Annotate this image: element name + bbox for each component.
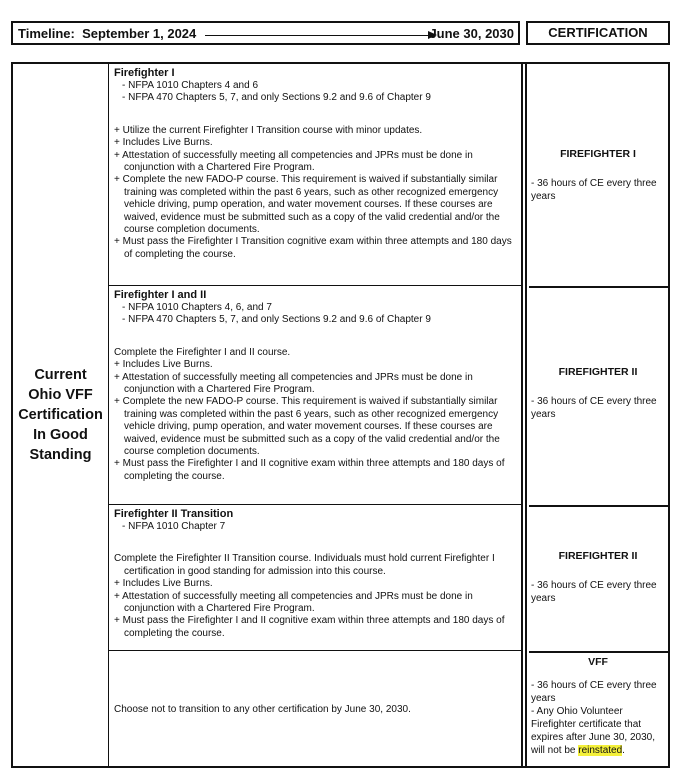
cert-title: FIREFIGHTER II	[558, 366, 638, 378]
cert-cell-vff	[529, 656, 668, 757]
cert-title: VFF	[588, 656, 608, 668]
certification-header: CERTIFICATION	[526, 21, 670, 45]
cert-cell-firefighter-i	[529, 148, 668, 203]
cert-requirement: - 36 hours of CE every three years	[531, 178, 657, 202]
requirement-item: + Complete the new FADO-P course. This requirement is waived if substantially similar training was completed within the past 6 years, such as other recognized emergency vehicle driving, pump operation, and water movement courses. If these courses are waived, evidence must be submitted such as a copy of the valid credential and/or the course completion documents.	[114, 174, 500, 236]
cert-title: FIREFIGHTER I	[560, 148, 636, 160]
row-firefighter-i	[108, 64, 521, 286]
requirement-item: Complete the Firefighter I and II course.	[114, 346, 291, 358]
requirement-item: Choose not to transition to any other certification by June 30, 2030.	[114, 703, 411, 715]
row-title: Firefighter II Transition	[114, 508, 234, 520]
standard-item: - NFPA 470 Chapters 5, 7, and only Sections 9.2 and 9.6 of Chapter 9	[122, 314, 431, 326]
cert-cell-firefighter-ii	[529, 366, 668, 421]
requirement-item: + Attestation of successfully meeting all competencies and JPRs must be done in conjunction with a Chartered Fire Program.	[114, 371, 473, 396]
requirement-item: + Must pass the Firefighter I Transition cognitive exam within three attempts and 180 days of completing the course.	[114, 236, 512, 260]
requirement-item: + Includes Live Burns.	[114, 578, 213, 590]
requirement-item: + Must pass the Firefighter I and II cognitive exam within three attempts and 180 days of completing the course.	[114, 458, 505, 482]
pathway-table	[11, 62, 670, 768]
cert-requirement: - 36 hours of CE every three years	[531, 580, 657, 604]
standard-item: - NFPA 1010 Chapter 7	[122, 521, 226, 532]
cert-requirement: - 36 hours of CE every three years	[531, 396, 657, 420]
row-firefighter-ii-transition	[108, 505, 521, 651]
timeline-arrow-icon	[205, 35, 435, 36]
cert-requirement: - 36 hours of CE every three years	[531, 680, 657, 704]
requirement-item: + Attestation of successfully meeting all competencies and JPRs must be done in conjunction with a Chartered Fire Program.	[114, 149, 473, 174]
timeline-end: June 30, 2030	[429, 26, 514, 41]
timeline-start: Timeline: September 1, 2024	[18, 26, 197, 41]
requirement-item: + Complete the new FADO-P course. This requirement is waived if substantially similar training was completed within the past 6 years, such as other recognized emergency vehicle driving, pump operation, and water movement courses. If these courses are waived, evidence must be submitted such as a copy of the valid credential and/or the course completion documents.	[114, 396, 500, 458]
requirement-item: + Includes Live Burns.	[114, 137, 213, 149]
requirement-item: + Must pass the Firefighter I and II cognitive exam within three attempts and 180 days of completing the course.	[114, 615, 505, 639]
timeline-box	[11, 21, 520, 45]
cert-cell-firefighter-ii-transition	[529, 550, 668, 605]
row-firefighter-i-and-ii	[108, 286, 521, 505]
requirement-item: + Attestation of successfully meeting all competencies and JPRs must be done in conjunction with a Chartered Fire Program.	[114, 590, 473, 615]
requirement-item: + Utilize the current Firefighter I Transition course with minor updates.	[114, 124, 423, 136]
row-no-transition	[108, 651, 521, 766]
highlighted-word: reinstated	[578, 745, 623, 756]
row-title: Firefighter I and II	[114, 289, 207, 301]
standard-item: - NFPA 1010 Chapters 4 and 6	[122, 80, 259, 91]
cert-requirement: - Any Ohio Volunteer Firefighter certificate that expires after June 30, 2030, will not be reinstated.	[531, 706, 655, 756]
row-title: Firefighter I	[114, 67, 175, 79]
requirement-item: Complete the Firefighter II Transition course. Individuals must hold current Firefighter I certification in good standing for admission into this course.	[114, 553, 495, 577]
standard-item: - NFPA 470 Chapters 5, 7, and only Sections 9.2 and 9.6 of Chapter 9	[122, 92, 431, 104]
requirement-item: + Includes Live Burns.	[114, 359, 213, 371]
cert-title: FIREFIGHTER II	[558, 550, 638, 562]
standard-item: - NFPA 1010 Chapters 4, 6, and 7	[122, 302, 272, 313]
current-status-cell: Current Ohio VFF Certification In Good Standing	[13, 64, 109, 766]
